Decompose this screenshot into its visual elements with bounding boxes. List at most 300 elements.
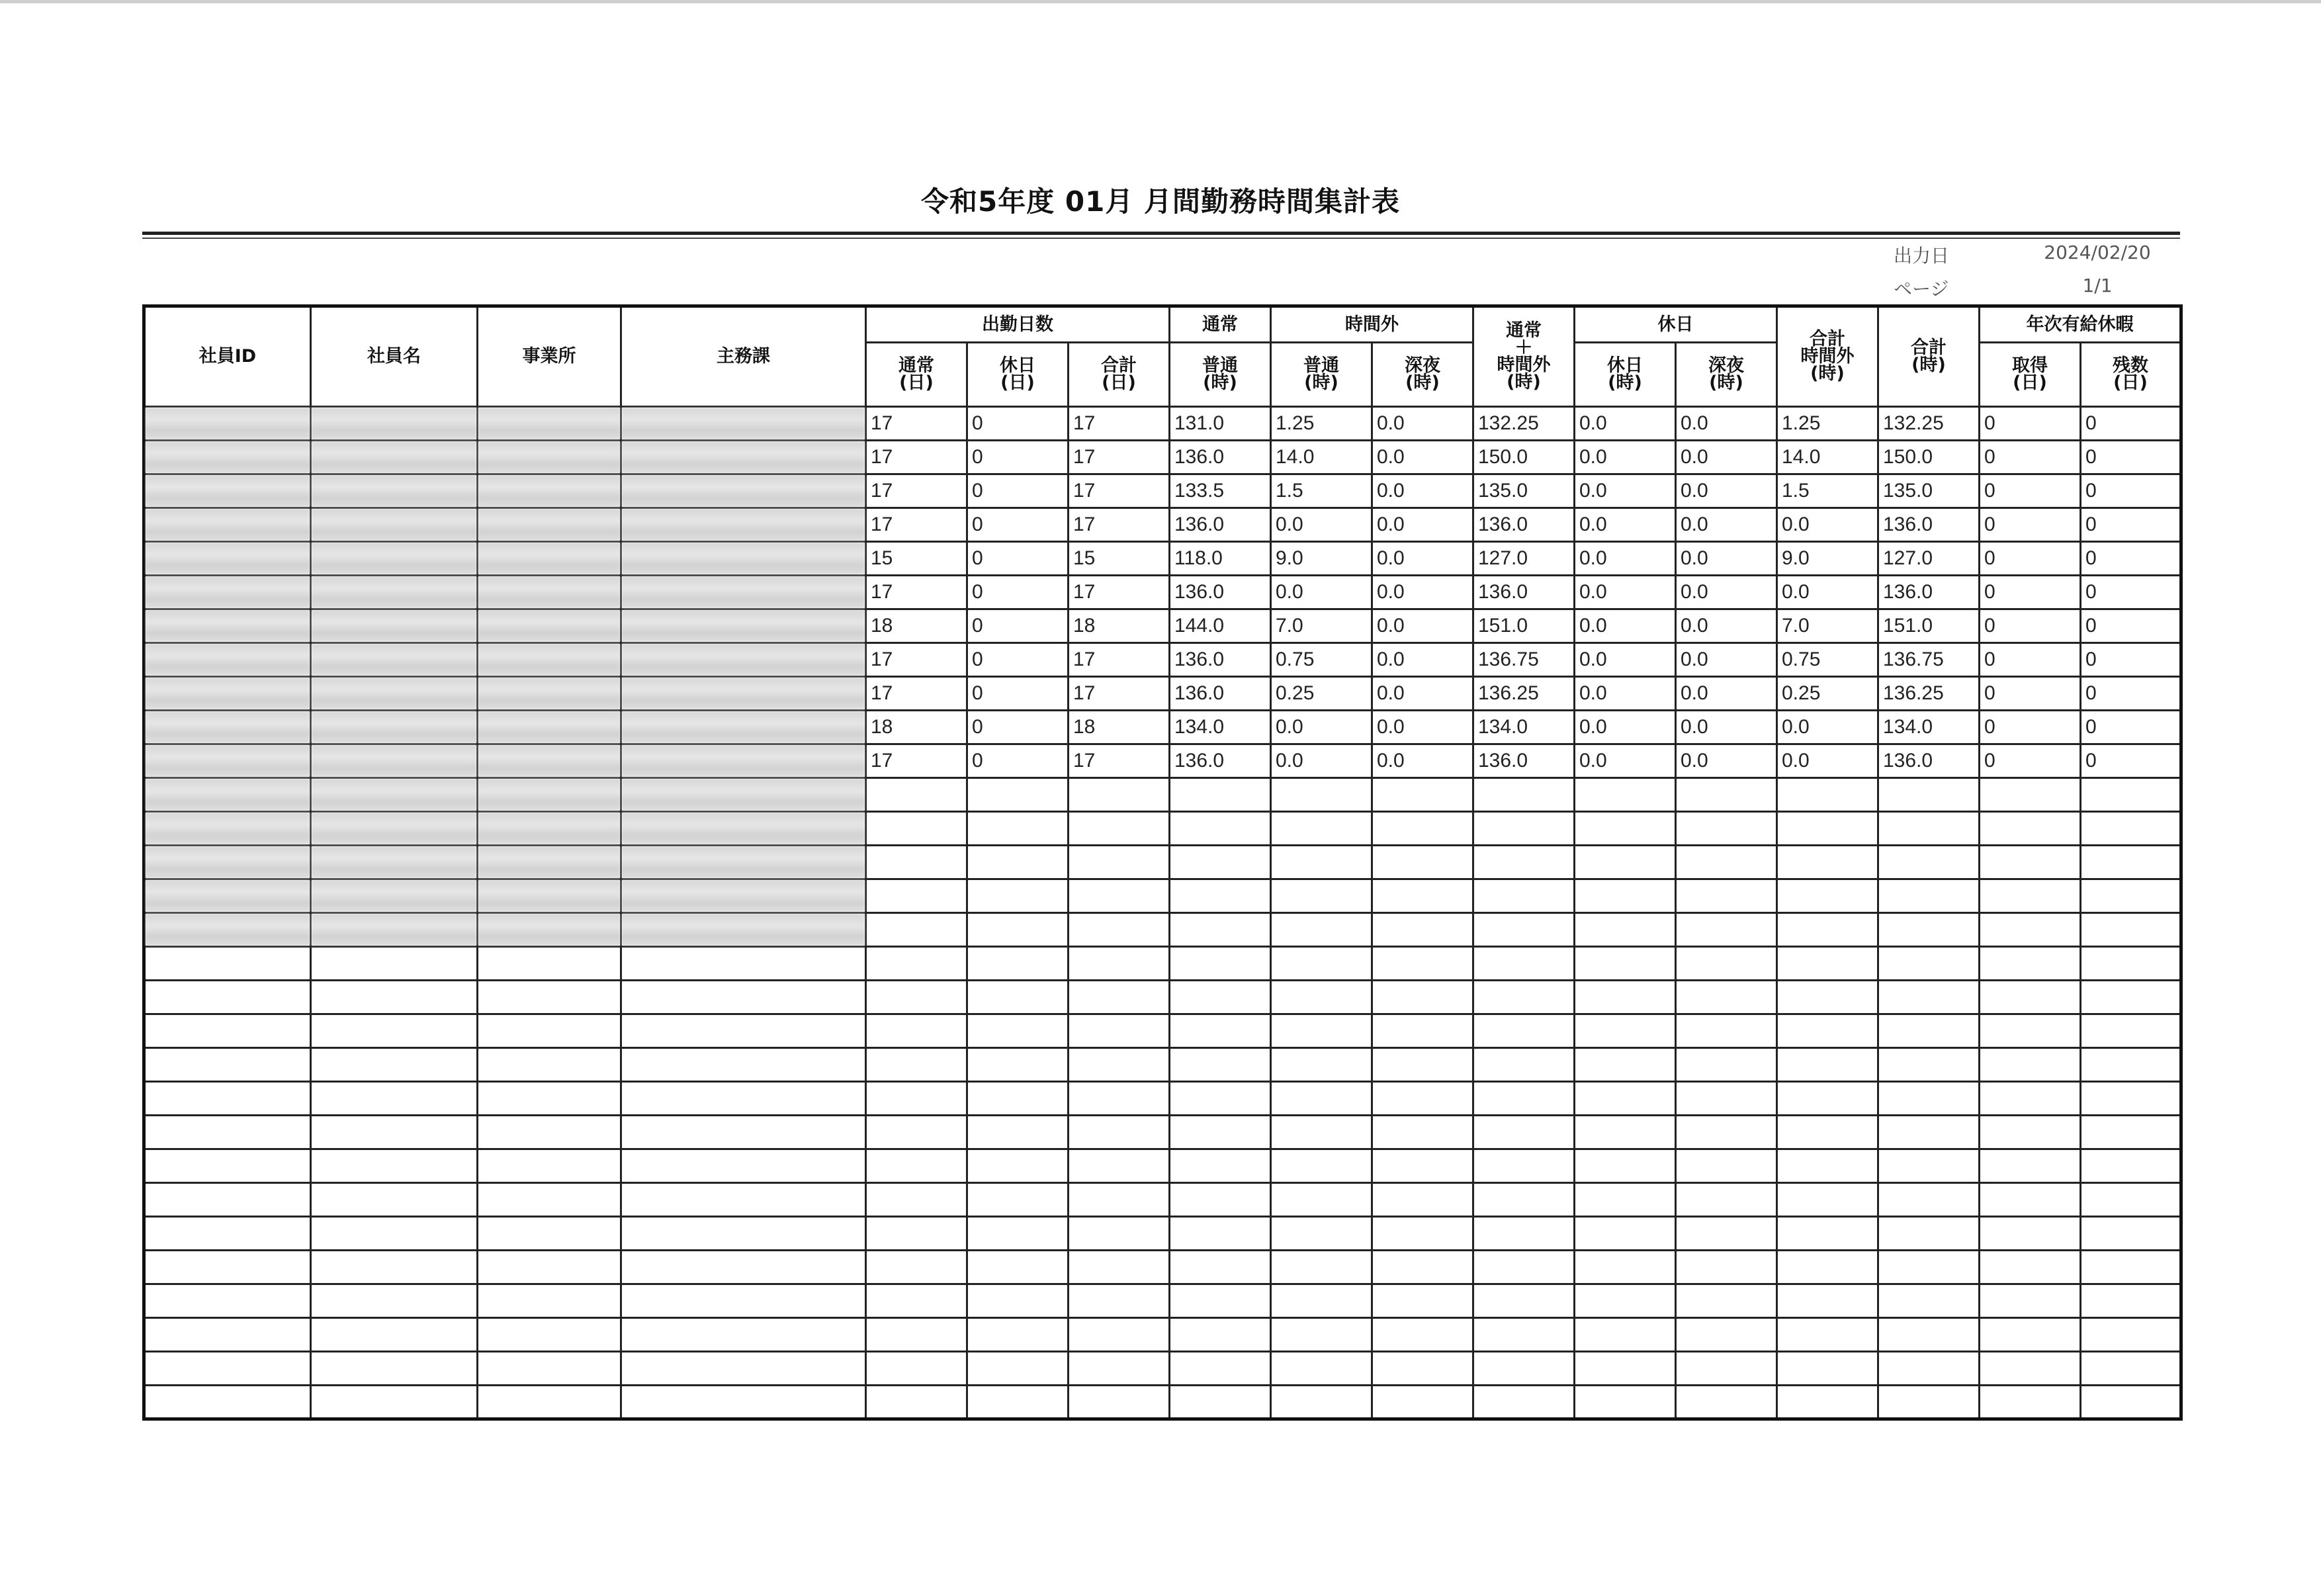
table-cell [1980, 913, 2081, 947]
table-cell [2081, 879, 2181, 913]
table-cell [1878, 1318, 1980, 1352]
table-cell: 0.0 [1676, 441, 1777, 474]
table-cell [1878, 1284, 1980, 1318]
table-cell: 15 [866, 542, 967, 576]
table-cell [1980, 1116, 2081, 1149]
table-cell [1676, 1217, 1777, 1251]
table-cell [1676, 1318, 1777, 1352]
empty-cell [311, 1149, 478, 1183]
table-cell [1069, 1048, 1170, 1082]
empty-cell [478, 1318, 621, 1352]
table-row [144, 1386, 2181, 1419]
table-cell [1575, 1048, 1676, 1082]
table-cell [1878, 879, 1980, 913]
empty-cell [621, 1318, 866, 1352]
header-line: 取得 [2012, 355, 2048, 376]
table-cell: 17 [1069, 677, 1170, 711]
empty-cell [621, 1082, 866, 1116]
table-cell [1372, 1251, 1473, 1284]
empty-cell [144, 1318, 311, 1352]
table-cell [1575, 1352, 1676, 1386]
table-cell: 134.0 [1473, 711, 1575, 744]
table-row [144, 474, 2181, 508]
table-cell [1372, 1217, 1473, 1251]
table-cell [1980, 1082, 2081, 1116]
header-line: 合計 [1911, 337, 1947, 358]
table-cell: 131.0 [1170, 407, 1271, 441]
table-cell: 0.0 [1575, 677, 1676, 711]
table-cell: 18 [1069, 609, 1170, 643]
table-cell [866, 1251, 967, 1284]
table-cell: 0.0 [1372, 407, 1473, 441]
table-cell: 17 [866, 643, 967, 677]
table-cell: 0.0 [1676, 576, 1777, 609]
header-annual-leave: 年次有給休暇 [1980, 306, 2181, 343]
table-cell [1069, 1284, 1170, 1318]
table-cell: 0.75 [1271, 643, 1372, 677]
table-cell [967, 1217, 1069, 1251]
table-cell [967, 1082, 1069, 1116]
table-cell: 1.25 [1777, 407, 1878, 441]
table-cell: 134.0 [1170, 711, 1271, 744]
table-row [144, 812, 2181, 846]
table-cell: 0.0 [1271, 711, 1372, 744]
table-cell [1980, 778, 2081, 812]
table-cell [1777, 981, 1878, 1014]
table-cell [1170, 879, 1271, 913]
table-cell: 0.0 [1777, 576, 1878, 609]
header-line: (時) [1810, 363, 1845, 384]
redacted-cell [621, 474, 866, 508]
table-cell [1473, 1251, 1575, 1284]
table-cell [1069, 913, 1170, 947]
table-cell [2081, 981, 2181, 1014]
table-cell [1271, 846, 1372, 879]
table-cell [1980, 1284, 2081, 1318]
table-cell: 0.0 [1575, 508, 1676, 542]
redacted-cell [311, 744, 478, 778]
redacted-cell [478, 441, 621, 474]
table-cell: 17 [866, 474, 967, 508]
empty-cell [144, 1116, 311, 1149]
header-line: 深夜 [1405, 355, 1440, 376]
table-cell [1069, 846, 1170, 879]
table-cell [1676, 1116, 1777, 1149]
redacted-cell [478, 778, 621, 812]
table-cell [1271, 1352, 1372, 1386]
redacted-cell [621, 744, 866, 778]
redacted-cell [144, 643, 311, 677]
empty-cell [311, 1116, 478, 1149]
header-overtime: 時間外 [1271, 306, 1473, 343]
table-cell [1676, 1352, 1777, 1386]
table-cell [1575, 846, 1676, 879]
table-cell [967, 947, 1069, 981]
redacted-cell [311, 542, 478, 576]
redacted-cell [311, 778, 478, 812]
table-cell [1271, 1116, 1372, 1149]
empty-cell [621, 1251, 866, 1284]
table-cell [967, 1318, 1069, 1352]
redacted-cell [621, 677, 866, 711]
table-cell [1676, 812, 1777, 846]
table-cell [2081, 1318, 2181, 1352]
table-cell: 0 [967, 711, 1069, 744]
header-ot-night [1372, 343, 1473, 407]
header-reg-normal [1170, 343, 1271, 407]
output-date-label: 出力日 [1894, 245, 1950, 267]
header-line: (時) [1911, 355, 1946, 375]
table-cell: 0 [2081, 441, 2181, 474]
table-cell [1980, 1149, 2081, 1183]
table-cell [1372, 1082, 1473, 1116]
empty-cell [478, 1082, 621, 1116]
table-cell: 17 [866, 576, 967, 609]
header-employee-id: 社員ID [144, 306, 311, 407]
table-cell [2081, 1217, 2181, 1251]
table-cell [1878, 947, 1980, 981]
table-cell [1069, 1352, 1170, 1386]
table-cell [1878, 1251, 1980, 1284]
table-cell [1575, 913, 1676, 947]
table-cell: 0.0 [1575, 441, 1676, 474]
table-cell [1980, 1318, 2081, 1352]
redacted-cell [478, 474, 621, 508]
table-cell [967, 1183, 1069, 1217]
table-cell: 0.0 [1372, 441, 1473, 474]
table-cell: 0.0 [1676, 609, 1777, 643]
table-cell [967, 1014, 1069, 1048]
empty-cell [144, 1217, 311, 1251]
table-cell: 0.0 [1271, 508, 1372, 542]
redacted-cell [144, 879, 311, 913]
page-label: ページ [1894, 278, 1949, 300]
header-line: (時) [1405, 373, 1440, 393]
table-cell [1878, 1183, 1980, 1217]
table-cell [1777, 1318, 1878, 1352]
empty-cell [621, 1014, 866, 1048]
header-line: (日) [1102, 373, 1136, 393]
table-cell [1271, 1149, 1372, 1183]
table-cell [1777, 1183, 1878, 1217]
table-cell: 0.0 [1372, 643, 1473, 677]
redacted-cell [621, 879, 866, 913]
table-cell [1069, 1116, 1170, 1149]
empty-cell [311, 1284, 478, 1318]
table-cell [1372, 913, 1473, 947]
empty-cell [311, 1251, 478, 1284]
table-cell [1676, 1386, 1777, 1419]
table-cell: 0.0 [1676, 508, 1777, 542]
table-cell [866, 1082, 967, 1116]
table-cell: 0 [1980, 474, 2081, 508]
header-leave-remaining [2081, 343, 2181, 407]
table-cell: 18 [1069, 711, 1170, 744]
table-cell [1777, 1352, 1878, 1386]
empty-cell [311, 1217, 478, 1251]
header-line: (時) [1304, 373, 1338, 393]
table-cell [866, 879, 967, 913]
empty-cell [311, 981, 478, 1014]
table-cell [2081, 1048, 2181, 1082]
table-cell [1980, 1048, 2081, 1082]
header-leave-taken [1980, 343, 2081, 407]
empty-cell [621, 947, 866, 981]
table-row [144, 576, 2181, 609]
table-cell: 0.0 [1575, 576, 1676, 609]
table-cell [1271, 1082, 1372, 1116]
table-cell: 0 [1980, 643, 2081, 677]
table-cell [967, 812, 1069, 846]
table-cell [1069, 1149, 1170, 1183]
table-cell: 151.0 [1473, 609, 1575, 643]
table-cell [1271, 981, 1372, 1014]
table-cell [1170, 846, 1271, 879]
table-cell: 0 [2081, 542, 2181, 576]
empty-cell [144, 1251, 311, 1284]
page-top-edge [0, 0, 2321, 3]
redacted-cell [311, 407, 478, 441]
table-cell: 0 [1980, 677, 2081, 711]
redacted-cell [621, 508, 866, 542]
empty-cell [144, 981, 311, 1014]
table-cell [967, 879, 1069, 913]
table-cell [1878, 1217, 1980, 1251]
table-cell: 17 [1069, 441, 1170, 474]
table-cell [1473, 1318, 1575, 1352]
table-cell: 0 [2081, 609, 2181, 643]
redacted-cell [311, 711, 478, 744]
table-cell [1271, 778, 1372, 812]
header-line: (時) [1507, 372, 1541, 392]
table-cell: 0 [1980, 711, 2081, 744]
table-cell [1170, 1217, 1271, 1251]
table-cell: 0 [967, 744, 1069, 778]
table-cell [1271, 1318, 1372, 1352]
table-cell [967, 981, 1069, 1014]
table-cell [1575, 1251, 1676, 1284]
table-cell [1473, 812, 1575, 846]
empty-cell [478, 1284, 621, 1318]
table-cell [1271, 812, 1372, 846]
output-date-value: 2024/02/20 [2044, 242, 2151, 263]
empty-cell [621, 981, 866, 1014]
table-cell: 0.0 [1777, 508, 1878, 542]
table-row [144, 846, 2181, 879]
header-att-holiday [967, 343, 1069, 407]
header-total-overtime [1777, 306, 1878, 407]
table-cell [1069, 1318, 1170, 1352]
table-cell [1878, 1149, 1980, 1183]
header-line: 休日 [1607, 355, 1643, 376]
table-cell [1170, 778, 1271, 812]
table-cell: 17 [1069, 643, 1170, 677]
table-cell: 7.0 [1271, 609, 1372, 643]
table-cell: 136.0 [1473, 576, 1575, 609]
work-hours-table [142, 304, 2183, 1421]
header-line: 深夜 [1708, 355, 1744, 376]
redacted-cell [311, 812, 478, 846]
table-cell [1271, 879, 1372, 913]
empty-cell [311, 947, 478, 981]
empty-cell [621, 1217, 866, 1251]
table-cell [1170, 1149, 1271, 1183]
redacted-cell [478, 812, 621, 846]
table-cell [866, 913, 967, 947]
redacted-cell [478, 407, 621, 441]
table-cell [1575, 1183, 1676, 1217]
table-cell: 0 [967, 643, 1069, 677]
table-cell [1777, 913, 1878, 947]
redacted-cell [478, 643, 621, 677]
empty-cell [144, 1183, 311, 1217]
table-cell [1980, 1217, 2081, 1251]
table-cell: 127.0 [1878, 542, 1980, 576]
table-cell: 136.0 [1170, 744, 1271, 778]
header-line: 普通 [1202, 355, 1238, 376]
redacted-cell [621, 576, 866, 609]
empty-cell [144, 1386, 311, 1419]
header-regular: 通常 [1170, 306, 1271, 343]
redacted-cell [144, 744, 311, 778]
table-cell: 0 [967, 474, 1069, 508]
redacted-cell [144, 407, 311, 441]
table-cell: 0 [2081, 474, 2181, 508]
table-cell: 118.0 [1170, 542, 1271, 576]
table-cell [2081, 812, 2181, 846]
table-row [144, 778, 2181, 812]
redacted-cell [144, 711, 311, 744]
table-cell [1777, 1284, 1878, 1318]
table-cell [1575, 812, 1676, 846]
redacted-cell [478, 508, 621, 542]
table-cell: 0.0 [1575, 744, 1676, 778]
table-cell: 0 [967, 609, 1069, 643]
table-cell: 0 [967, 576, 1069, 609]
table-cell [1676, 1284, 1777, 1318]
table-cell [866, 1048, 967, 1082]
table-cell: 17 [1069, 744, 1170, 778]
table-cell [1980, 846, 2081, 879]
table-cell [866, 1318, 967, 1352]
empty-cell [144, 947, 311, 981]
header-line: ＋ [1514, 337, 1533, 358]
table-cell: 0.0 [1575, 474, 1676, 508]
table-cell: 18 [866, 609, 967, 643]
table-row [144, 542, 2181, 576]
table-cell [967, 1386, 1069, 1419]
table-cell [967, 913, 1069, 947]
table-cell [1575, 947, 1676, 981]
table-cell [866, 1014, 967, 1048]
table-cell: 132.25 [1473, 407, 1575, 441]
table-cell [1069, 1386, 1170, 1419]
table-cell: 0 [2081, 508, 2181, 542]
table-cell [1980, 1386, 2081, 1419]
table-cell: 136.0 [1878, 744, 1980, 778]
table-cell [1575, 1149, 1676, 1183]
table-cell: 0.0 [1676, 542, 1777, 576]
table-cell: 136.0 [1878, 508, 1980, 542]
table-cell [1271, 1217, 1372, 1251]
table-cell [2081, 1352, 2181, 1386]
table-cell [1676, 981, 1777, 1014]
table-cell [1777, 1048, 1878, 1082]
table-cell: 17 [1069, 474, 1170, 508]
empty-cell [478, 1014, 621, 1048]
header-line: 残数 [2113, 355, 2148, 376]
table-cell [1777, 1217, 1878, 1251]
header-line: (時) [1608, 373, 1642, 393]
table-cell [2081, 947, 2181, 981]
table-cell [1878, 1386, 1980, 1419]
table-cell [1473, 778, 1575, 812]
table-cell [1980, 1251, 2081, 1284]
table-cell: 0.0 [1575, 542, 1676, 576]
table-cell [1170, 947, 1271, 981]
table-cell [1271, 1284, 1372, 1318]
table-cell [1676, 1149, 1777, 1183]
table-cell: 17 [866, 441, 967, 474]
table-row [144, 1284, 2181, 1318]
empty-cell [311, 1048, 478, 1082]
empty-cell [478, 1183, 621, 1217]
redacted-cell [311, 474, 478, 508]
table-cell [1473, 846, 1575, 879]
table-row [144, 1116, 2181, 1149]
table-cell: 136.0 [1473, 744, 1575, 778]
header-line: 通常 [1506, 320, 1542, 341]
redacted-cell [621, 643, 866, 677]
table-cell [967, 1048, 1069, 1082]
table-cell: 0.0 [1271, 576, 1372, 609]
table-cell: 1.5 [1777, 474, 1878, 508]
table-cell [1878, 1048, 1980, 1082]
table-cell [1777, 778, 1878, 812]
table-cell [1676, 947, 1777, 981]
table-cell [1777, 846, 1878, 879]
table-cell [2081, 846, 2181, 879]
redacted-cell [144, 441, 311, 474]
table-row [144, 1149, 2181, 1183]
table-cell: 151.0 [1878, 609, 1980, 643]
table-cell [1170, 1014, 1271, 1048]
table-cell: 136.0 [1170, 677, 1271, 711]
table-cell [1069, 778, 1170, 812]
table-cell: 0 [2081, 744, 2181, 778]
table-cell [967, 1251, 1069, 1284]
table-cell: 17 [866, 744, 967, 778]
table-cell [1878, 1082, 1980, 1116]
table-cell [1372, 1318, 1473, 1352]
table-cell [1069, 1183, 1170, 1217]
redacted-cell [144, 846, 311, 879]
table-row [144, 1352, 2181, 1386]
table-cell: 0.0 [1372, 576, 1473, 609]
table-cell [866, 981, 967, 1014]
table-cell: 136.0 [1170, 576, 1271, 609]
empty-cell [478, 1048, 621, 1082]
table-cell [2081, 1284, 2181, 1318]
table-cell [1676, 1082, 1777, 1116]
page-number-value: 1/1 [2082, 275, 2113, 296]
table-cell [1372, 1149, 1473, 1183]
table-cell: 150.0 [1878, 441, 1980, 474]
table-cell [1676, 913, 1777, 947]
table-cell [1473, 1116, 1575, 1149]
table-cell: 17 [866, 677, 967, 711]
header-ot-normal [1271, 343, 1372, 407]
